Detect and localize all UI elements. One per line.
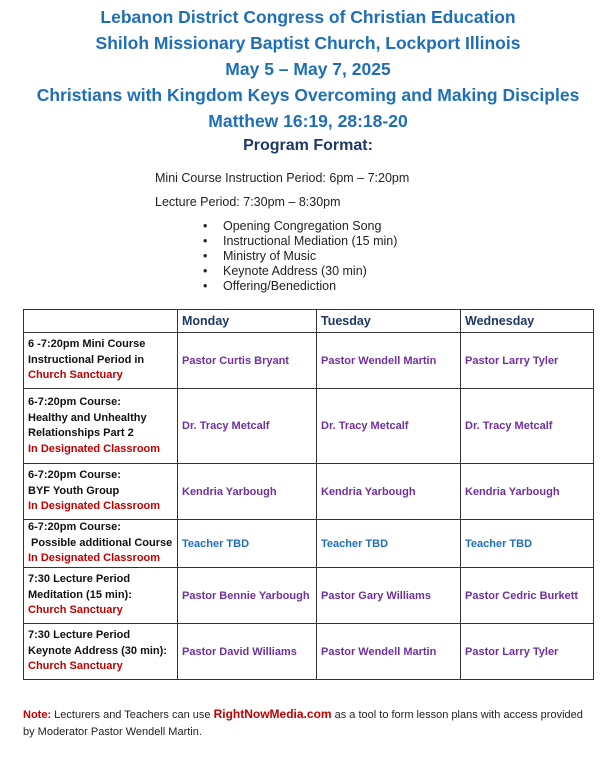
table-row bbox=[24, 520, 594, 568]
mini-course-period: Mini Course Instruction Period: 6pm – 7:20pm bbox=[155, 171, 410, 185]
program-format-heading: Program Format: bbox=[243, 137, 373, 154]
table-cell: Teacher TBD bbox=[317, 520, 461, 568]
note-text-2: as a tool to form lesson plans with access provided by Moderator Pastor Wendell Martin. bbox=[23, 709, 583, 738]
agenda-item: • Opening Congregation Song bbox=[203, 219, 382, 233]
table-cell: Pastor Curtis Bryant bbox=[178, 333, 317, 389]
table-cell: Pastor Wendell Martin bbox=[317, 624, 461, 680]
footer-note bbox=[23, 706, 583, 741]
bullet-icon: • bbox=[203, 249, 208, 263]
table-cell: Kendria Yarbough bbox=[317, 464, 461, 520]
bullet-icon: • bbox=[203, 279, 208, 293]
agenda-list bbox=[203, 219, 397, 294]
title-dates: May 5 – May 7, 2025 bbox=[225, 59, 391, 79]
table-row bbox=[24, 333, 594, 389]
lecture-period: Lecture Period: 7:30pm – 8:30pm bbox=[155, 195, 341, 209]
row-location: Church Sanctuary bbox=[28, 604, 123, 617]
table-row bbox=[24, 624, 594, 680]
note-text-1: Lecturers and Teachers can use bbox=[51, 709, 214, 721]
row-label: 6 -7:20pm Mini Course Instructional Period in Church Sanctuary bbox=[24, 333, 178, 389]
table-cell: Teacher TBD bbox=[178, 520, 317, 568]
agenda-item: • Offering/Benediction bbox=[203, 279, 337, 293]
row-location: In Designated Classroom bbox=[28, 552, 161, 565]
schedule-table bbox=[23, 309, 594, 680]
rightnowmedia-link[interactable]: RightNowMedia.com bbox=[213, 707, 332, 721]
table-cell: Dr. Tracy Metcalf bbox=[317, 389, 461, 464]
table-cell: Kendria Yarbough bbox=[178, 464, 317, 520]
title-line-1: Lebanon District Congress of Christian Education bbox=[100, 7, 516, 27]
bullet-icon: • bbox=[203, 219, 208, 233]
column-header-wednesday: Wednesday bbox=[461, 310, 594, 333]
table-cell: Pastor Wendell Martin bbox=[317, 333, 461, 389]
bullet-icon: • bbox=[203, 234, 208, 248]
note-lead: Note: bbox=[23, 709, 52, 721]
table-cell: Pastor Cedric Burkett bbox=[461, 568, 594, 624]
agenda-item: • Keynote Address (30 min) bbox=[203, 264, 367, 278]
table-cell: Pastor Larry Tyler bbox=[461, 624, 594, 680]
table-row bbox=[24, 464, 594, 520]
table-cell: Kendria Yarbough bbox=[461, 464, 594, 520]
agenda-item: • Ministry of Music bbox=[203, 249, 317, 263]
column-header-tuesday: Tuesday bbox=[317, 310, 461, 333]
row-location: In Designated Classroom bbox=[28, 442, 161, 455]
table-cell: Pastor Gary Williams bbox=[317, 568, 461, 624]
agenda-item: • Instructional Mediation (15 min) bbox=[203, 234, 398, 248]
row-label: 7:30 Lecture Period Keynote Address (30 min): Church Sanctuary bbox=[24, 624, 178, 680]
table-cell: Pastor David Williams bbox=[178, 624, 317, 680]
table-row bbox=[24, 389, 594, 464]
row-label: 7:30 Lecture Period Meditation (15 min): Church Sanctuary bbox=[24, 568, 178, 624]
table-cell: Teacher TBD bbox=[461, 520, 594, 568]
title-scripture: Matthew 16:19, 28:18-20 bbox=[208, 111, 408, 131]
row-label: 6-7:20pm Course: BYF Youth Group In Designated Classroom bbox=[24, 464, 178, 520]
table-cell: Dr. Tracy Metcalf bbox=[178, 389, 317, 464]
column-header-monday: Monday bbox=[178, 310, 317, 333]
table-row bbox=[24, 568, 594, 624]
table-header-row bbox=[24, 310, 594, 333]
title-theme: Christians with Kingdom Keys Overcoming and Making Disciples bbox=[36, 85, 580, 105]
row-label: 6-7:20pm Course: Possible additional Course In Designated Classroom bbox=[24, 520, 178, 568]
column-header-blank bbox=[24, 310, 178, 333]
bullet-icon: • bbox=[203, 264, 208, 278]
row-label: 6-7:20pm Course: Healthy and Unhealthy Relationships Part 2 In Designated Classroom bbox=[24, 389, 178, 464]
row-location: Church Sanctuary bbox=[28, 660, 123, 673]
row-location: Church Sanctuary bbox=[28, 369, 123, 382]
title-line-2: Shiloh Missionary Baptist Church, Lockport Illinois bbox=[95, 33, 521, 53]
table-cell: Pastor Bennie Yarbough bbox=[178, 568, 317, 624]
table-cell: Dr. Tracy Metcalf bbox=[461, 389, 594, 464]
table-cell: Pastor Larry Tyler bbox=[461, 333, 594, 389]
row-location: In Designated Classroom bbox=[28, 500, 161, 513]
